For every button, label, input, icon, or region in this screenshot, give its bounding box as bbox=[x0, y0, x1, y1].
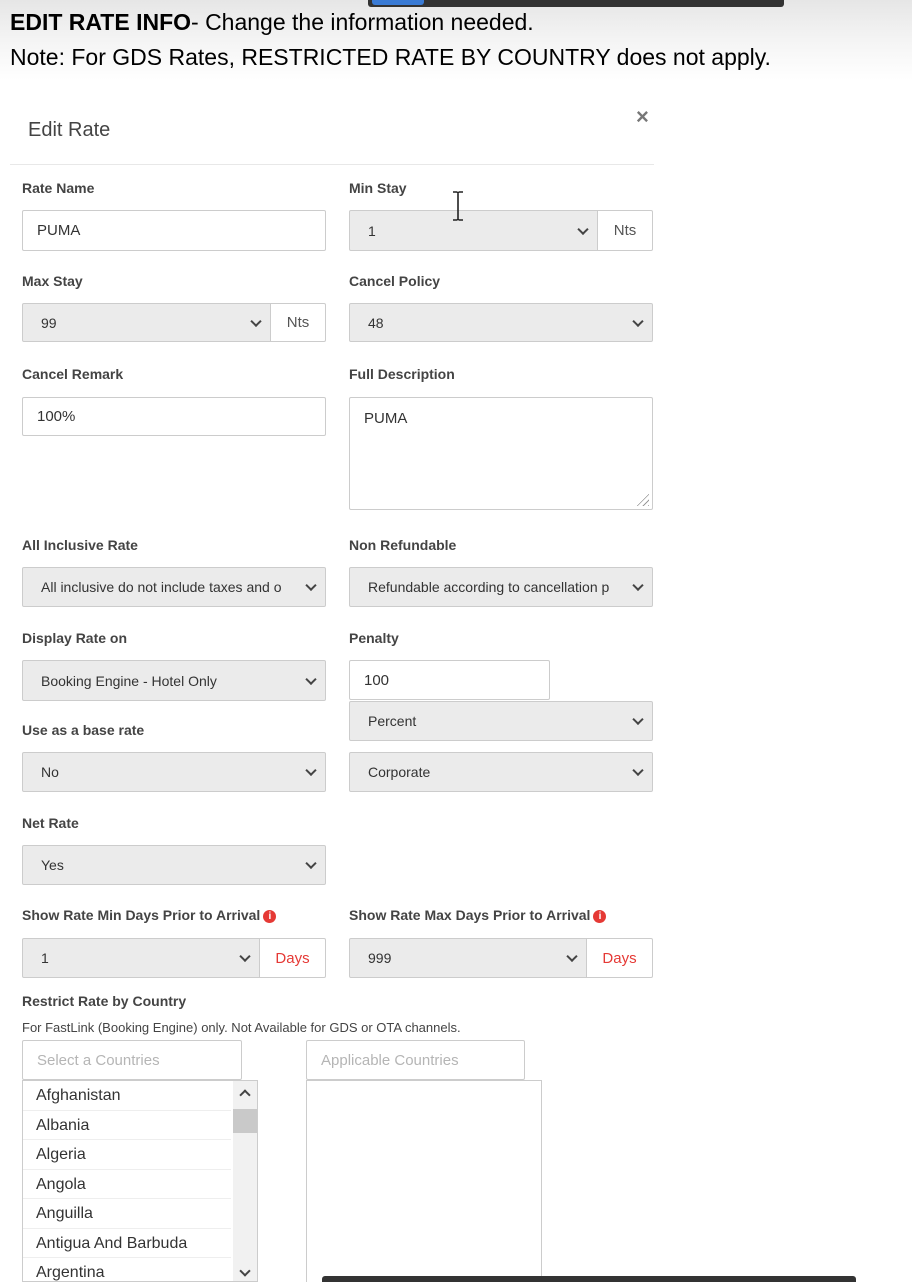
non-refundable-select[interactable] bbox=[349, 567, 653, 607]
resize-grip-icon[interactable] bbox=[635, 492, 649, 506]
chevron-down-icon bbox=[250, 315, 261, 326]
modal-header-divider bbox=[10, 164, 654, 165]
min-stay-unit: Nts bbox=[598, 210, 653, 251]
scrollbar-thumb[interactable] bbox=[233, 1109, 257, 1133]
top-toolbar-strip bbox=[368, 0, 784, 7]
country-list-scrollbar[interactable] bbox=[233, 1081, 257, 1281]
cancel-policy-value: 48 bbox=[368, 314, 384, 331]
list-item[interactable]: Algeria bbox=[23, 1140, 231, 1170]
chevron-down-icon bbox=[632, 315, 643, 326]
list-item[interactable]: Albania bbox=[23, 1111, 231, 1141]
penalty-input[interactable]: 100 bbox=[349, 660, 550, 700]
max-stay-label: Max Stay bbox=[22, 273, 83, 289]
text-cursor-icon bbox=[451, 190, 465, 222]
bottom-toolbar-strip bbox=[322, 1276, 856, 1282]
country-search-input[interactable]: Select a Countries bbox=[22, 1040, 242, 1080]
max-days-select[interactable] bbox=[349, 938, 587, 978]
country-list[interactable] bbox=[22, 1080, 258, 1282]
full-description-label: Full Description bbox=[349, 366, 455, 382]
chevron-down-icon bbox=[239, 951, 250, 962]
max-stay-select[interactable] bbox=[22, 303, 271, 342]
min-days-label: Show Rate Min Days Prior to Arrival i bbox=[22, 907, 276, 923]
chevron-down-icon bbox=[305, 580, 316, 591]
all-inclusive-label: All Inclusive Rate bbox=[22, 537, 138, 553]
top-toolbar-tab bbox=[372, 0, 424, 5]
min-days-value: 1 bbox=[41, 950, 49, 966]
applicable-countries-input[interactable]: Applicable Countries bbox=[306, 1040, 525, 1080]
list-item[interactable]: Afghanistan bbox=[23, 1081, 231, 1111]
chevron-down-icon bbox=[632, 580, 643, 591]
net-rate-value: Yes bbox=[41, 857, 64, 873]
instruction-line-1: EDIT RATE INFO- Change the information needed. bbox=[10, 9, 534, 35]
max-days-label: Show Rate Max Days Prior to Arrival i bbox=[349, 907, 606, 923]
list-item[interactable]: Angola bbox=[23, 1170, 231, 1200]
modal-title: Edit Rate bbox=[28, 119, 111, 141]
close-icon[interactable]: × bbox=[636, 104, 649, 129]
all-inclusive-select[interactable] bbox=[22, 567, 326, 607]
net-rate-label: Net Rate bbox=[22, 815, 79, 831]
cancel-policy-label: Cancel Policy bbox=[349, 273, 441, 289]
restrict-country-note: For FastLink (Booking Engine) only. Not Available for GDS or OTA channels. bbox=[22, 1020, 461, 1035]
penalty-applies-value: Corporate bbox=[368, 764, 431, 780]
chevron-down-icon bbox=[305, 858, 316, 869]
applicable-countries-list[interactable] bbox=[306, 1080, 542, 1282]
chevron-down-icon bbox=[305, 673, 316, 684]
min-stay-label: Min Stay bbox=[349, 180, 407, 196]
max-days-value: 999 bbox=[368, 950, 392, 966]
all-inclusive-value: All inclusive do not include taxes and o bbox=[41, 579, 282, 595]
penalty-type-select[interactable] bbox=[349, 701, 653, 741]
instruction-line-2: Note: For GDS Rates, RESTRICTED RATE BY COUNTRY does not apply. bbox=[10, 44, 771, 70]
list-item[interactable]: Argentina bbox=[23, 1258, 231, 1282]
penalty-label: Penalty bbox=[349, 630, 399, 646]
base-rate-select[interactable] bbox=[22, 752, 326, 792]
cancel-policy-select[interactable] bbox=[349, 303, 653, 342]
chevron-down-icon bbox=[577, 223, 588, 234]
full-description-value: PUMA bbox=[364, 410, 408, 427]
min-days-unit: Days bbox=[260, 938, 326, 978]
cancel-remark-input[interactable]: 100% bbox=[22, 397, 326, 436]
max-days-unit: Days bbox=[587, 938, 653, 978]
max-stay-value: 99 bbox=[41, 314, 57, 331]
info-icon[interactable]: i bbox=[263, 910, 276, 923]
non-refundable-label: Non Refundable bbox=[349, 537, 457, 553]
rate-name-label: Rate Name bbox=[22, 180, 95, 196]
min-days-select[interactable] bbox=[22, 938, 260, 978]
chevron-down-icon bbox=[632, 765, 643, 776]
full-description-textarea[interactable] bbox=[349, 397, 653, 510]
min-stay-value: 1 bbox=[368, 222, 376, 239]
chevron-down-icon bbox=[305, 765, 316, 776]
chevron-up-icon[interactable] bbox=[239, 1089, 250, 1100]
min-stay-select[interactable] bbox=[349, 210, 598, 251]
net-rate-select[interactable] bbox=[22, 845, 326, 885]
list-item[interactable]: Antigua And Barbuda bbox=[23, 1229, 231, 1259]
info-icon[interactable]: i bbox=[593, 910, 606, 923]
chevron-down-icon bbox=[566, 951, 577, 962]
display-rate-select[interactable] bbox=[22, 660, 326, 701]
penalty-type-value: Percent bbox=[368, 713, 417, 729]
max-stay-unit: Nts bbox=[271, 303, 326, 342]
chevron-down-icon[interactable] bbox=[239, 1265, 250, 1276]
chevron-down-icon bbox=[632, 714, 643, 725]
penalty-applies-select[interactable] bbox=[349, 752, 653, 792]
display-rate-label: Display Rate on bbox=[22, 630, 128, 646]
display-rate-value: Booking Engine - Hotel Only bbox=[41, 672, 217, 689]
rate-name-input[interactable]: PUMA bbox=[22, 210, 326, 251]
list-item[interactable]: Anguilla bbox=[23, 1199, 231, 1229]
non-refundable-value: Refundable according to cancellation p bbox=[368, 579, 610, 595]
base-rate-label: Use as a base rate bbox=[22, 722, 145, 738]
cancel-remark-label: Cancel Remark bbox=[22, 366, 124, 382]
restrict-country-label: Restrict Rate by Country bbox=[22, 993, 187, 1009]
base-rate-value: No bbox=[41, 764, 59, 780]
